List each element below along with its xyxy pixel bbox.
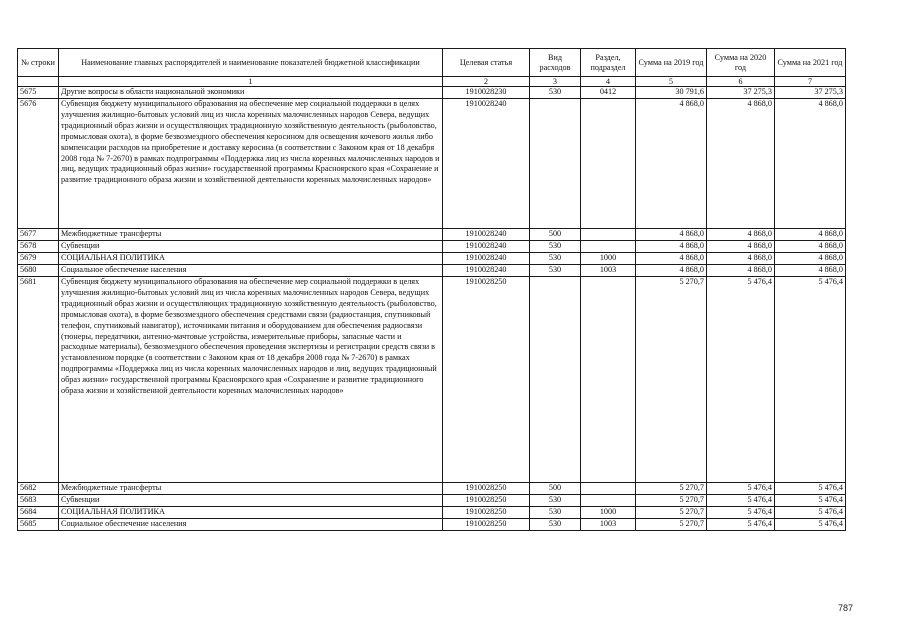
row-sum-2020: 37 275,3	[707, 87, 775, 99]
header-target-article: Целевая статья	[443, 49, 530, 77]
row-sum-2020: 5 476,4	[707, 483, 775, 495]
row-number: 5676	[18, 99, 59, 229]
column-number: 1	[59, 77, 443, 87]
row-sum-2021: 5 476,4	[775, 507, 846, 519]
row-type: 500	[530, 229, 581, 241]
header-sum-2019: Сумма на 2019 год	[636, 49, 707, 77]
row-type: 530	[530, 265, 581, 277]
row-type: 530	[530, 507, 581, 519]
header-sum-2020: Сумма на 2020 год	[707, 49, 775, 77]
row-number: 5683	[18, 495, 59, 507]
row-number: 5675	[18, 87, 59, 99]
row-type: 530	[530, 253, 581, 265]
row-type: 530	[530, 495, 581, 507]
row-section: 1000	[581, 253, 636, 265]
table-row	[18, 87, 846, 99]
row-name: Другие вопросы в области национальной экономики	[59, 87, 443, 99]
row-target: 1910028240	[443, 265, 530, 277]
row-section	[581, 241, 636, 253]
row-section: 1003	[581, 265, 636, 277]
row-type: 500	[530, 483, 581, 495]
row-name: Субвенция бюджету муниципального образования на обеспечение мер социальной поддержки в целях улучшения жилищно-бытовых условий лиц из числа коренных малочисленных народов Севера, ведущих традиционный образ жизни и осуществляющих традиционную хозяйственную деятельность (рыболовство, промысловая охота), в форме безвозмездного обеспечения керосином для освещения кочевого жилья либо компенсации расходов на приобретение и доставку керосина (в соответствии с Законом края от 18 декабря 2008 года № 7-2670) в рамках подпрограммы «Поддержка лиц из числа коренных малочисленных народов и лиц, ведущих традиционный образ жизни» государственной программы Красноярского края «Сохранение и развитие традиционного образа жизни и хозяйственной деятельности коренных малочисленных народов»	[59, 99, 443, 229]
column-number: 6	[707, 77, 775, 87]
row-name: Социальное обеспечение населения	[59, 265, 443, 277]
row-number: 5684	[18, 507, 59, 519]
row-sum-2019: 4 868,0	[636, 99, 707, 229]
table-row	[18, 241, 846, 253]
row-target: 1910028230	[443, 87, 530, 99]
row-sum-2019: 5 270,7	[636, 277, 707, 483]
header-expense-type: Вид расходов	[530, 49, 581, 77]
row-sum-2019: 5 270,7	[636, 495, 707, 507]
row-sum-2021: 37 275,3	[775, 87, 846, 99]
row-sum-2020: 5 476,4	[707, 507, 775, 519]
row-section	[581, 229, 636, 241]
row-type: 530	[530, 519, 581, 531]
row-name: СОЦИАЛЬНАЯ ПОЛИТИКА	[59, 253, 443, 265]
row-number: 5679	[18, 253, 59, 265]
row-number: 5677	[18, 229, 59, 241]
table-row	[18, 277, 846, 483]
table-row	[18, 229, 846, 241]
header-name: Наименование главных распорядителей и наименование показателей бюджетной классификации	[59, 49, 443, 77]
row-name: Субвенции	[59, 495, 443, 507]
table-row	[18, 253, 846, 265]
table-row	[18, 495, 846, 507]
row-sum-2019: 4 868,0	[636, 253, 707, 265]
row-sum-2020: 4 868,0	[707, 241, 775, 253]
column-number: 4	[581, 77, 636, 87]
row-target: 1910028240	[443, 229, 530, 241]
table-row	[18, 265, 846, 277]
row-section	[581, 99, 636, 229]
row-target: 1910028250	[443, 519, 530, 531]
row-sum-2021: 4 868,0	[775, 99, 846, 229]
row-sum-2021: 5 476,4	[775, 483, 846, 495]
row-name: Субвенция бюджету муниципального образования на обеспечение мер социальной поддержки в целях улучшения жилищно-бытовых условий лиц из числа коренных малочисленных народов Севера, ведущих традиционный образ жизни и осуществляющих традиционную хозяйственную деятельность (рыболовство, промысловая охота), в форме безвозмездного обеспечения средствами связи (радиостанция, спутниковый телефон, спутниковый навигатор), источниками питания и оборудованием для обеспечения радиосвязи (тюнеры, передатчики, антенно-мачтовые устройства, измерительные приборы, запасные части и расходные материалы), безвозмездного обеспечения проведения экспертизы и регистрации средств связи в установленном порядке (в соответствии с Законом края от 18 декабря 2008 года № 7-2670) в рамках подпрограммы «Поддержка лиц из числа коренных малочисленных народов и лиц, ведущих традиционный образ жизни» государственной программы Красноярского края «Сохранение и развитие традиционного образа жизни и хозяйственной деятельности коренных малочисленных народов»	[59, 277, 443, 483]
row-type: 530	[530, 87, 581, 99]
row-sum-2019: 5 270,7	[636, 483, 707, 495]
page-number: 787	[838, 603, 854, 613]
column-number: 2	[443, 77, 530, 87]
row-name: Межбюджетные трансферты	[59, 483, 443, 495]
row-target: 1910028240	[443, 99, 530, 229]
table-row	[18, 507, 846, 519]
row-section: 1003	[581, 519, 636, 531]
row-name: СОЦИАЛЬНАЯ ПОЛИТИКА	[59, 507, 443, 519]
row-sum-2019: 5 270,7	[636, 519, 707, 531]
row-type	[530, 277, 581, 483]
row-number: 5678	[18, 241, 59, 253]
row-sum-2021: 5 476,4	[775, 277, 846, 483]
row-target: 1910028240	[443, 253, 530, 265]
header-section: Раздел, подраздел	[581, 49, 636, 77]
row-target: 1910028250	[443, 483, 530, 495]
row-sum-2019: 30 791,6	[636, 87, 707, 99]
row-number: 5682	[18, 483, 59, 495]
row-sum-2019: 4 868,0	[636, 241, 707, 253]
row-name: Межбюджетные трансферты	[59, 229, 443, 241]
row-target: 1910028250	[443, 495, 530, 507]
table-row	[18, 483, 846, 495]
row-sum-2020: 5 476,4	[707, 495, 775, 507]
row-sum-2020: 4 868,0	[707, 99, 775, 229]
row-sum-2019: 4 868,0	[636, 229, 707, 241]
row-target: 1910028240	[443, 241, 530, 253]
row-section	[581, 495, 636, 507]
row-sum-2020: 5 476,4	[707, 277, 775, 483]
column-number-blank	[18, 77, 59, 87]
row-sum-2021: 4 868,0	[775, 265, 846, 277]
row-type: 530	[530, 241, 581, 253]
budget-table	[17, 48, 846, 531]
row-section	[581, 277, 636, 483]
row-section	[581, 483, 636, 495]
table-row	[18, 99, 846, 229]
column-number: 3	[530, 77, 581, 87]
row-name: Субвенции	[59, 241, 443, 253]
row-target: 1910028250	[443, 277, 530, 483]
row-section: 0412	[581, 87, 636, 99]
row-sum-2021: 4 868,0	[775, 229, 846, 241]
row-number: 5680	[18, 265, 59, 277]
row-sum-2021: 4 868,0	[775, 241, 846, 253]
table-row	[18, 519, 846, 531]
row-sum-2020: 5 476,4	[707, 519, 775, 531]
row-number: 5685	[18, 519, 59, 531]
row-sum-2021: 5 476,4	[775, 519, 846, 531]
row-sum-2020: 4 868,0	[707, 265, 775, 277]
row-sum-2019: 5 270,7	[636, 507, 707, 519]
row-section: 1000	[581, 507, 636, 519]
column-number: 7	[775, 77, 846, 87]
header-sum-2021: Сумма на 2021 год	[775, 49, 846, 77]
row-sum-2021: 4 868,0	[775, 253, 846, 265]
header-row	[18, 49, 846, 77]
row-target: 1910028250	[443, 507, 530, 519]
row-sum-2020: 4 868,0	[707, 229, 775, 241]
row-number: 5681	[18, 277, 59, 483]
column-number-row	[18, 77, 846, 87]
header-row-number: № строки	[18, 49, 59, 77]
row-sum-2020: 4 868,0	[707, 253, 775, 265]
row-sum-2021: 5 476,4	[775, 495, 846, 507]
column-number: 5	[636, 77, 707, 87]
row-type	[530, 99, 581, 229]
row-sum-2019: 4 868,0	[636, 265, 707, 277]
row-name: Социальное обеспечение населения	[59, 519, 443, 531]
